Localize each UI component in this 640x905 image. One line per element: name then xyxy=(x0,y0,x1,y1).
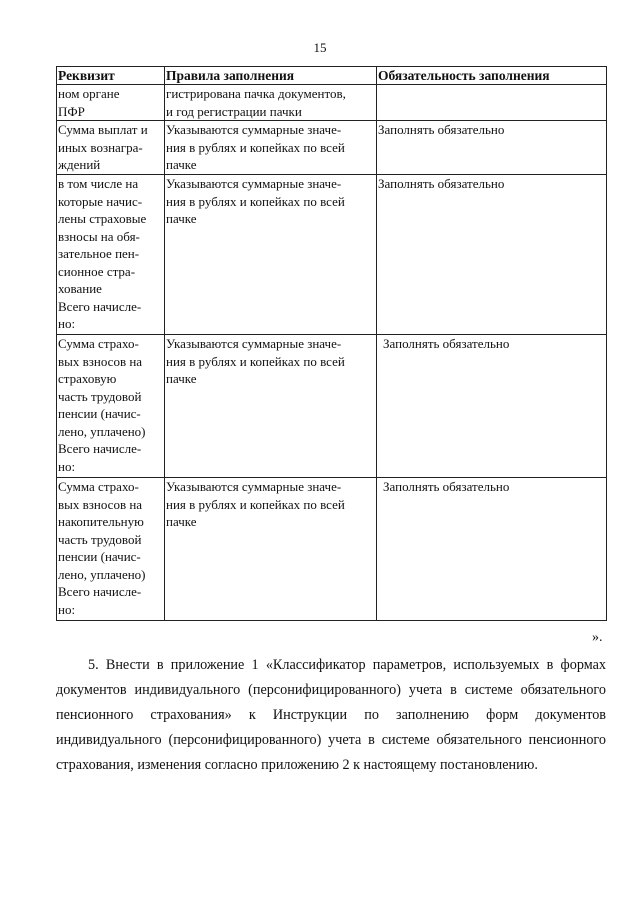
mandatory-text: Заполнять обязательно xyxy=(383,479,510,494)
requisite-text: Сумма выплат и иных вознагра- ждений xyxy=(58,122,148,172)
requisite-cell xyxy=(57,478,165,621)
table-row xyxy=(57,478,607,621)
rule-cell xyxy=(165,121,377,175)
mandatory-cell xyxy=(377,175,607,335)
mandatory-cell xyxy=(377,121,607,175)
requisite-text: в том числе на которые начис- лены страховые взносы на обя- зательное пен- сионное стра- хование Всего начисле- но: xyxy=(58,176,147,331)
rule-text: Указываются суммарные значе- ния в рублях и копейках по всей пачке xyxy=(166,176,345,226)
requisite-text: Сумма страхо- вых взносов на страховую часть трудовой пенсии (начис- лено, уплачено) Всего начисле- но: xyxy=(58,336,146,474)
table-row xyxy=(57,121,607,175)
header-mandatory: Обязательность заполнения xyxy=(377,67,607,85)
requisite-cell xyxy=(57,121,165,175)
page-number: 15 xyxy=(313,40,327,55)
requisite-cell xyxy=(57,335,165,478)
mandatory-cell xyxy=(377,478,607,621)
closing-quote: ». xyxy=(592,630,603,645)
requisite-text: ном органе ПФР xyxy=(58,86,120,119)
rule-cell xyxy=(165,335,377,478)
mandatory-cell xyxy=(377,85,607,121)
amendment-paragraph: 5. Внести в приложение 1 «Классификатор параметров, используемых в формах документов индивидуального (персонифицированного) учета в системе обязательного пенсионного страхования» к Инструкции по заполнению форм документов индивидуального (персонифицированного) учета в системе обязательного пенсионного страхования, изменения согласно приложению 2 к настоящему постановлению. xyxy=(56,657,606,773)
table-header-row xyxy=(57,67,607,85)
rule-text: Указываются суммарные значе- ния в рублях и копейках по всей пачке xyxy=(166,479,345,529)
rule-cell xyxy=(165,85,377,121)
rule-text: гистрирована пачка документов, и год регистрации пачки xyxy=(166,86,346,119)
mandatory-text: Заполнять обязательно xyxy=(378,176,505,191)
rule-cell xyxy=(165,175,377,335)
rule-cell xyxy=(165,478,377,621)
header-requisite: Реквизит xyxy=(57,67,165,85)
rule-text: Указываются суммарные значе- ния в рублях и копейках по всей пачке xyxy=(166,336,345,386)
mandatory-cell xyxy=(377,335,607,478)
mandatory-text: Заполнять обязательно xyxy=(378,122,505,137)
mandatory-text: Заполнять обязательно xyxy=(383,336,510,351)
rule-text: Указываются суммарные значе- ния в рублях и копейках по всей пачке xyxy=(166,122,345,172)
requisite-text: Сумма страхо- вых взносов на накопительную часть трудовой пенсии (начис- лено, уплачено) Всего начисле- но: xyxy=(58,479,146,617)
header-fill-rules: Правила заполнения xyxy=(165,67,377,85)
requisites-table xyxy=(56,66,607,621)
table-row xyxy=(57,175,607,335)
requisite-cell xyxy=(57,85,165,121)
table-row xyxy=(57,85,607,121)
table-row xyxy=(57,335,607,478)
requisite-cell xyxy=(57,175,165,335)
